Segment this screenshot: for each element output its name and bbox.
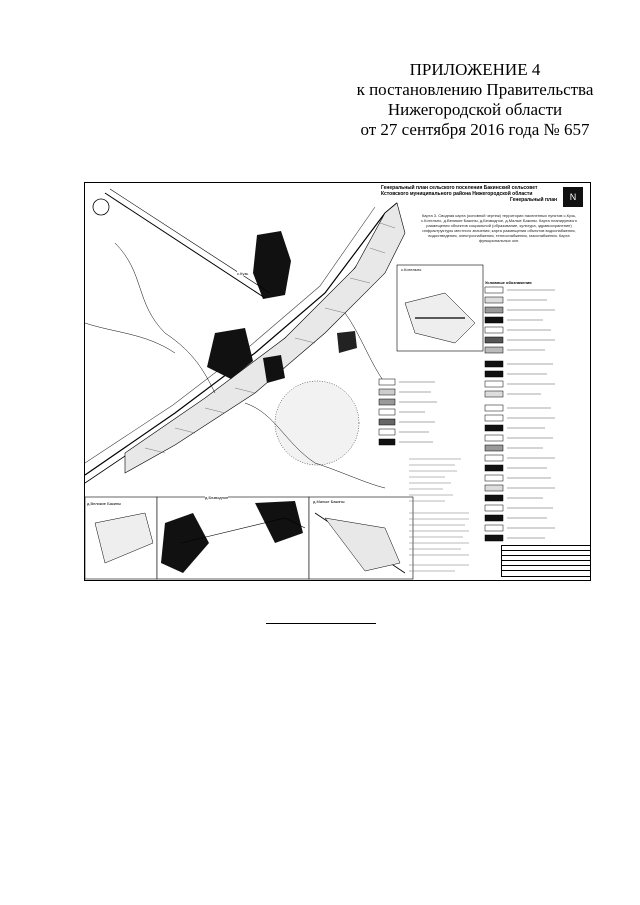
resolution-line: к постановлению Правительства [356, 80, 594, 99]
inset-label-3: д.Малые Бакины [313, 499, 345, 504]
legend-title: Условные обозначения [485, 280, 532, 285]
map-description: Карта 3. Сводная карта (основной чертеж) территории населенных пунктов с.Кузь, с.Котельно, д.Великие Бакины, д.Безводное, д.Малые Бакины. Карта планируемого размещения объектов социальной (образование, культура, здравоохранение) инфраструктуры местного значения; карта размещения объектов водоснабжения, водоотведения, электроснабжения, теплоснабжения, газоснабжения. Карта функциональных зон. [421, 213, 577, 243]
inset-label-1: д.Великие Бакины [87, 501, 122, 506]
emblem-letter: N [569, 192, 577, 202]
map-title-line-3: Генеральный план [510, 197, 557, 203]
drawing-stamp-block [501, 545, 591, 577]
appendix-number: ПРИЛОЖЕНИЕ 4 [409, 60, 541, 79]
map-title [381, 185, 557, 203]
coat-of-arms-emblem [563, 187, 583, 207]
inset-label-4: с.Котельно [401, 267, 422, 272]
signature-line [266, 623, 376, 624]
map-title-line-2: Кстовского муниципального района Нижегородской области [381, 191, 533, 197]
document-header [330, 60, 620, 140]
region-line: Нижегородской области [387, 100, 563, 119]
master-plan-map [84, 182, 591, 581]
inset-label-2: д.Безводное [205, 495, 229, 500]
date-line: от 27 сентября 2016 года № 657 [360, 120, 590, 139]
map-title-line-1: Генеральный план сельского поселения Бакинский сельсовет [381, 185, 538, 191]
village-label-main: с.Кузь [237, 271, 249, 276]
